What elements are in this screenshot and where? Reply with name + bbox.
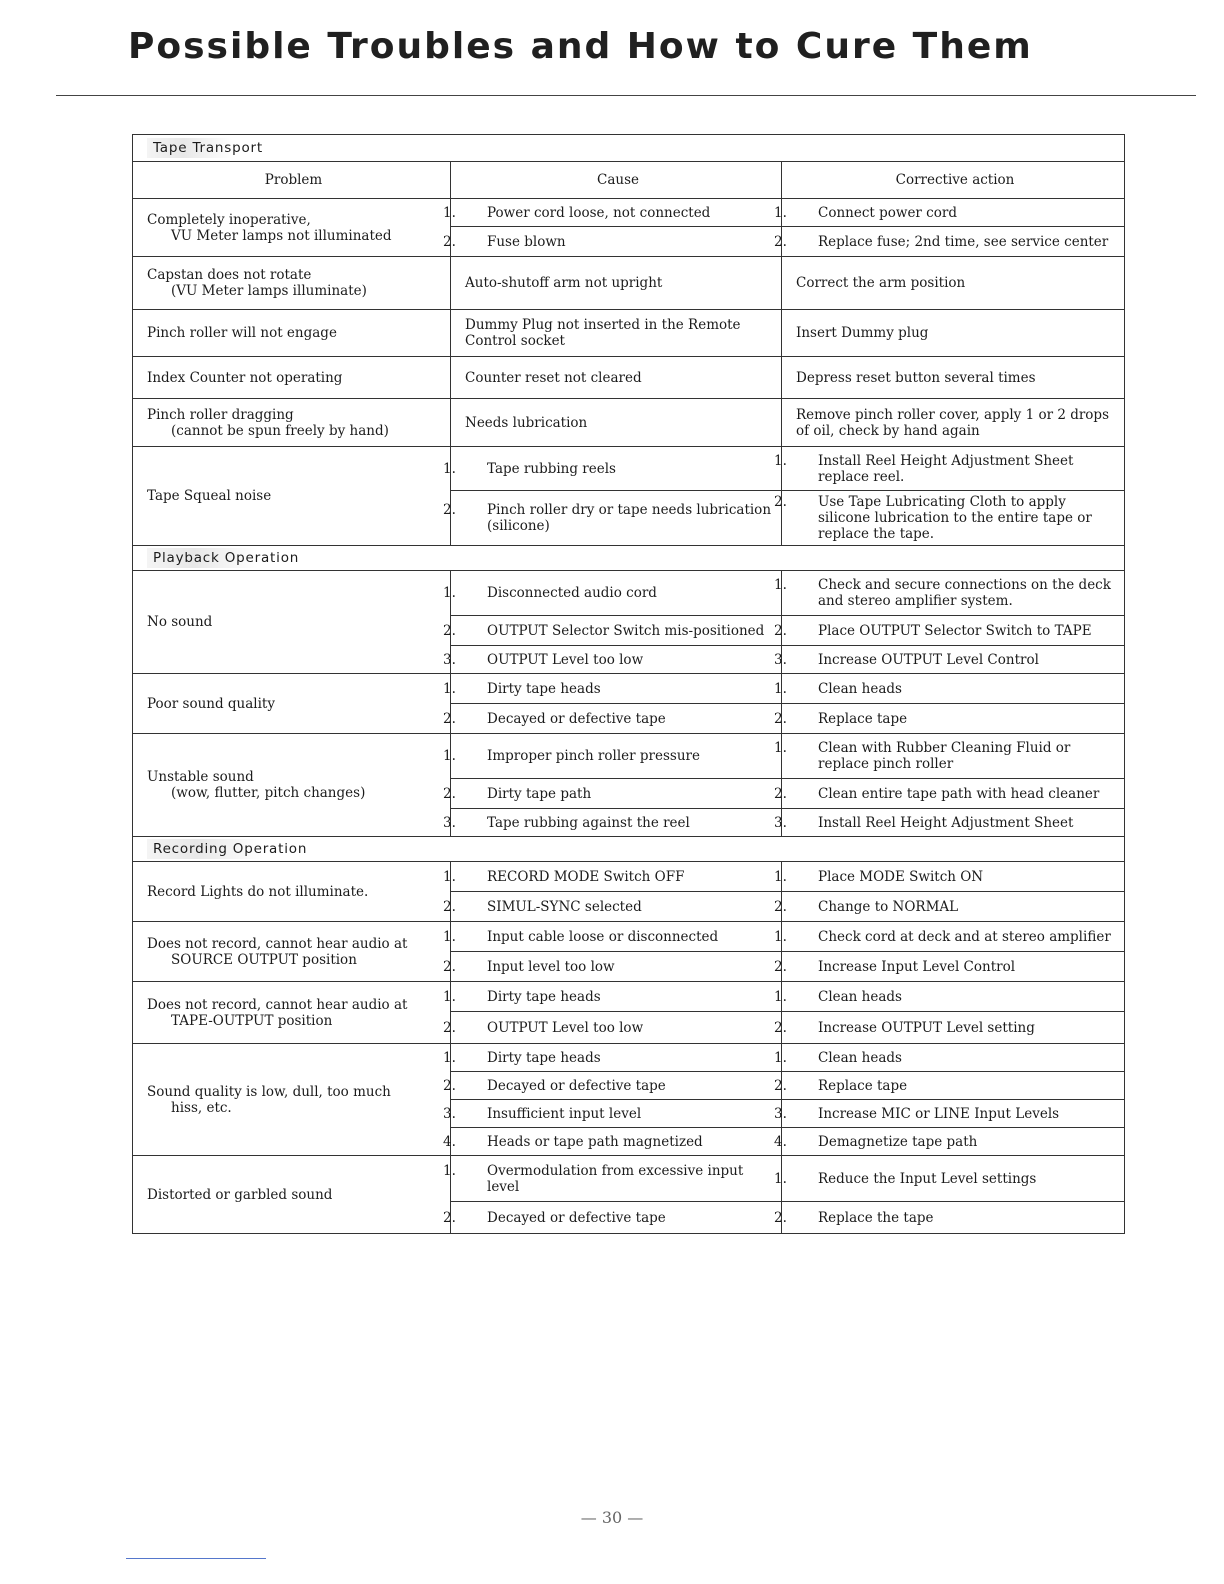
action-entry xyxy=(774,1019,1114,1036)
action-number: 1. xyxy=(774,204,787,221)
table-row xyxy=(133,1044,1125,1072)
action-number: 4. xyxy=(774,1133,787,1150)
action-cell xyxy=(774,1044,1125,1072)
cause-text: Insufficient input level xyxy=(487,1105,642,1122)
action-cell xyxy=(782,257,1125,310)
action-entry xyxy=(774,680,1114,697)
problem-text: Unstable sound xyxy=(147,769,254,785)
cause-cell xyxy=(443,704,782,734)
problem-text: Record Lights do not illuminate. xyxy=(147,883,369,900)
cause-text: Heads or tape path magnetized xyxy=(487,1133,703,1150)
cause-cell xyxy=(443,227,782,257)
problem-text: Poor sound quality xyxy=(147,695,275,712)
cause-cell xyxy=(443,1044,782,1072)
action-entry xyxy=(774,1209,1114,1226)
cause-cell xyxy=(443,447,782,491)
action-cell xyxy=(774,1128,1125,1156)
action-text: Increase Input Level Control xyxy=(818,958,1016,975)
action-text: Increase OUTPUT Level Control xyxy=(818,651,1039,668)
action-cell xyxy=(774,199,1125,227)
action-entry xyxy=(774,204,1114,221)
action-entry xyxy=(774,785,1114,802)
action-text: Insert Dummy plug xyxy=(796,325,929,341)
action-text: Install Reel Height Adjustment Sheet xyxy=(818,814,1074,831)
cause-text: Pinch roller dry or tape needs lubrication (silicone) xyxy=(487,502,772,534)
cause-entry xyxy=(443,868,771,885)
action-cell xyxy=(774,616,1125,646)
cause-number: 2. xyxy=(443,622,456,639)
action-entry xyxy=(774,958,1114,975)
action-cell xyxy=(782,357,1125,399)
cause-text: Needs lubrication xyxy=(465,414,588,431)
cause-number: 2. xyxy=(443,898,456,915)
problem-text: (wow, flutter, pitch changes) xyxy=(171,785,366,801)
action-number: 2. xyxy=(774,233,787,250)
action-text: Clean with Rubber Cleaning Fluid or replace pinch roller xyxy=(818,740,1071,772)
cause-cell xyxy=(451,357,782,399)
action-cell xyxy=(774,571,1125,616)
cause-number: 1. xyxy=(443,988,456,1005)
table-row xyxy=(133,1156,1125,1202)
cause-cell xyxy=(443,809,782,837)
action-entry xyxy=(796,325,928,341)
problem-text: SOURCE OUTPUT position xyxy=(171,951,357,968)
cause-number: 1. xyxy=(443,748,456,764)
cause-cell xyxy=(443,199,782,227)
cause-entry xyxy=(443,1162,771,1195)
cause-text: Auto-shutoff arm not upright xyxy=(465,275,663,291)
action-cell xyxy=(774,952,1125,982)
table-row xyxy=(133,199,1125,227)
cause-entry xyxy=(443,928,771,945)
action-entry xyxy=(774,1170,1114,1187)
problem-text: VU Meter lamps not illuminated xyxy=(171,227,392,244)
action-entry xyxy=(774,577,1114,609)
cause-number: 1. xyxy=(443,928,456,945)
cause-cell xyxy=(443,616,782,646)
cause-number: 2. xyxy=(443,958,456,975)
cause-entry xyxy=(443,502,772,534)
action-number: 1. xyxy=(774,680,787,697)
action-text: Replace fuse; 2nd time, see service center xyxy=(818,233,1109,250)
action-entry xyxy=(774,710,1114,727)
problem-cell xyxy=(133,310,451,357)
cause-number: 1. xyxy=(443,204,456,221)
action-cell xyxy=(774,862,1125,892)
cause-entry xyxy=(443,460,771,477)
problem-text: Distorted or garbled sound xyxy=(147,1186,333,1203)
cause-entry xyxy=(443,1077,771,1094)
cause-cell xyxy=(443,922,782,952)
cause-text: Counter reset not cleared xyxy=(465,369,642,386)
section-header-cell xyxy=(133,837,1125,862)
title-rule xyxy=(56,95,1196,96)
cause-cell xyxy=(443,1100,782,1128)
cause-cell xyxy=(443,1202,782,1234)
action-text: Replace tape xyxy=(818,1077,908,1094)
problem-text: Sound quality is low, dull, too much xyxy=(147,1083,391,1100)
action-text: Reduce the Input Level settings xyxy=(818,1170,1037,1187)
problem-text: Does not record, cannot hear audio at xyxy=(147,996,408,1013)
action-number: 3. xyxy=(774,814,787,831)
action-number: 1. xyxy=(774,988,787,1005)
table-row xyxy=(133,399,1125,447)
cause-text: OUTPUT Selector Switch mis-positioned xyxy=(487,622,765,639)
action-entry xyxy=(774,1105,1114,1122)
action-cell xyxy=(774,892,1125,922)
cause-entry xyxy=(443,710,771,727)
cause-entry xyxy=(443,1133,771,1150)
column-header-row xyxy=(133,162,1125,199)
problem-cell xyxy=(133,674,451,734)
action-text: Place OUTPUT Selector Switch to TAPE xyxy=(818,622,1092,639)
cause-text: Input cable loose or disconnected xyxy=(487,928,719,945)
action-entry xyxy=(796,370,1036,386)
table-row xyxy=(133,571,1125,616)
problem-text: Pinch roller will not engage xyxy=(147,325,337,341)
action-text: Connect power cord xyxy=(818,204,957,221)
action-cell xyxy=(774,734,1125,779)
action-text: Check cord at deck and at stereo amplifier xyxy=(818,928,1111,945)
cause-entry xyxy=(465,317,741,349)
action-text: Change to NORMAL xyxy=(818,898,959,915)
section-header-row xyxy=(133,135,1125,162)
cause-entry xyxy=(465,275,662,291)
action-entry xyxy=(774,740,1114,772)
action-text: Place MODE Switch ON xyxy=(818,868,984,885)
cause-entry xyxy=(465,415,587,431)
problem-cell xyxy=(133,447,451,546)
action-text: Clean heads xyxy=(818,1049,902,1066)
cause-text: Decayed or defective tape xyxy=(487,1209,666,1226)
cause-cell xyxy=(451,399,782,447)
cause-cell xyxy=(443,571,782,616)
action-number: 1. xyxy=(774,1049,787,1066)
action-entry xyxy=(774,868,1114,885)
cause-text: Disconnected audio cord xyxy=(487,585,657,601)
cause-number: 2. xyxy=(443,1077,456,1094)
action-entry xyxy=(796,407,1109,439)
cause-entry xyxy=(443,785,771,802)
action-entry xyxy=(774,928,1114,945)
action-text: Install Reel Height Adjustment Sheet replace reel. xyxy=(818,452,1074,485)
cause-number: 1. xyxy=(443,460,456,477)
cause-entry xyxy=(443,651,771,668)
problem-text: Index Counter not operating xyxy=(147,369,343,386)
cause-number: 2. xyxy=(443,1209,456,1226)
cause-text: Decayed or defective tape xyxy=(487,1077,666,1094)
section-title: Playback Operation xyxy=(147,548,305,568)
problem-cell xyxy=(133,257,451,310)
cause-cell xyxy=(443,892,782,922)
action-text: Check and secure connections on the deck and stereo amplifier system. xyxy=(818,577,1111,609)
cause-entry xyxy=(443,814,771,831)
page-title: Possible Troubles and How to Cure Them xyxy=(128,26,1033,67)
cause-text: Dummy Plug not inserted in the Remote Control socket xyxy=(465,317,741,349)
action-number: 1. xyxy=(774,1170,787,1187)
cause-number: 1. xyxy=(443,1162,456,1179)
cause-entry xyxy=(443,585,771,601)
action-cell xyxy=(774,982,1125,1012)
action-entry xyxy=(774,1077,1114,1094)
action-number: 1. xyxy=(774,740,787,756)
cause-cell xyxy=(443,779,782,809)
cause-number: 2. xyxy=(443,710,456,727)
action-text: Remove pinch roller cover, apply 1 or 2 drops of oil, check by hand again xyxy=(796,406,1109,439)
table-row xyxy=(133,734,1125,779)
action-cell xyxy=(782,310,1125,357)
action-number: 2. xyxy=(774,1019,787,1036)
action-cell xyxy=(774,1202,1125,1234)
table-row xyxy=(133,922,1125,952)
cause-number: 3. xyxy=(443,651,456,668)
cause-text: Dirty tape path xyxy=(487,785,592,802)
action-cell xyxy=(774,227,1125,257)
problem-cell xyxy=(133,982,451,1044)
cause-number: 3. xyxy=(443,814,456,831)
problem-text: Pinch roller dragging xyxy=(147,406,294,423)
action-text: Demagnetize tape path xyxy=(818,1133,978,1150)
problem-text: TAPE-OUTPUT position xyxy=(171,1012,333,1029)
action-text: Clean entire tape path with head cleaner xyxy=(818,785,1100,802)
action-number: 1. xyxy=(774,868,787,885)
cause-cell xyxy=(451,310,782,357)
problem-cell xyxy=(133,734,451,837)
cause-text: Decayed or defective tape xyxy=(487,710,666,727)
cause-entry xyxy=(443,1105,771,1122)
cause-number: 1. xyxy=(443,1049,456,1066)
action-number: 2. xyxy=(774,1209,787,1226)
cause-column-header: Cause xyxy=(451,162,782,199)
cause-text: RECORD MODE Switch OFF xyxy=(487,868,685,885)
section-header-row xyxy=(133,546,1125,571)
cause-cell xyxy=(443,646,782,674)
cause-cell xyxy=(443,862,782,892)
cause-text: Overmodulation from excessive input level xyxy=(487,1162,744,1195)
action-text: Correct the arm position xyxy=(796,275,966,291)
cause-number: 4. xyxy=(443,1133,456,1150)
action-number: 2. xyxy=(774,785,787,802)
cause-entry xyxy=(443,988,771,1005)
cause-text: Dirty tape heads xyxy=(487,1049,601,1066)
cause-number: 2. xyxy=(443,785,456,802)
action-number: 1. xyxy=(774,928,787,945)
cause-entry xyxy=(443,233,771,250)
action-entry xyxy=(774,452,1114,485)
action-text: Depress reset button several times xyxy=(796,369,1036,386)
cause-entry xyxy=(443,204,771,221)
action-text: Clean heads xyxy=(818,988,902,1005)
problem-text: Completely inoperative, xyxy=(147,211,311,228)
table-row xyxy=(133,357,1125,399)
table-row xyxy=(133,674,1125,704)
action-number: 2. xyxy=(774,494,787,510)
section-header-cell xyxy=(133,546,1125,571)
action-entry xyxy=(774,1133,1114,1150)
action-entry xyxy=(774,622,1114,639)
action-number: 2. xyxy=(774,710,787,727)
action-column-header: Corrective action xyxy=(782,162,1125,199)
cause-text: OUTPUT Level too low xyxy=(487,1019,644,1036)
action-cell xyxy=(782,399,1125,447)
action-cell xyxy=(774,1100,1125,1128)
cause-number: 1. xyxy=(443,680,456,697)
action-number: 1. xyxy=(774,577,787,593)
cause-cell xyxy=(443,1156,782,1202)
cause-text: Power cord loose, not connected xyxy=(487,204,711,221)
cause-entry xyxy=(465,370,642,386)
action-entry xyxy=(774,988,1114,1005)
cause-number: 1. xyxy=(443,585,456,601)
cause-cell xyxy=(443,1012,782,1044)
cause-cell xyxy=(443,1128,782,1156)
cause-entry xyxy=(443,898,771,915)
problem-cell xyxy=(133,1156,451,1234)
problem-text: (cannot be spun freely by hand) xyxy=(171,422,389,439)
action-cell xyxy=(774,491,1125,546)
action-number: 2. xyxy=(774,898,787,915)
problem-text: Capstan does not rotate xyxy=(147,267,312,283)
table-row xyxy=(133,447,1125,491)
table-row xyxy=(133,310,1125,357)
cause-cell xyxy=(443,982,782,1012)
cause-text: Tape rubbing reels xyxy=(487,460,616,477)
problem-column-header: Problem xyxy=(133,162,451,199)
table-row xyxy=(133,862,1125,892)
problem-text: No sound xyxy=(147,614,213,630)
cause-entry xyxy=(443,958,771,975)
cause-number: 1. xyxy=(443,868,456,885)
cause-cell xyxy=(451,257,782,310)
action-number: 3. xyxy=(774,651,787,668)
cause-text: Fuse blown xyxy=(487,233,566,250)
cause-entry xyxy=(443,1209,771,1226)
cause-number: 2. xyxy=(443,233,456,250)
section-title: Tape Transport xyxy=(147,138,269,158)
problem-cell xyxy=(133,571,451,674)
cause-number: 2. xyxy=(443,502,456,518)
action-number: 1. xyxy=(774,452,787,469)
section-title: Recording Operation xyxy=(147,839,313,859)
cause-text: Dirty tape heads xyxy=(487,988,601,1005)
cause-cell xyxy=(443,491,782,546)
cause-text: Input level too low xyxy=(487,958,615,975)
troubleshooting-table xyxy=(132,134,1125,1234)
action-entry xyxy=(774,494,1114,542)
cause-entry xyxy=(443,748,771,764)
action-cell xyxy=(774,809,1125,837)
action-cell xyxy=(774,779,1125,809)
action-entry xyxy=(774,898,1114,915)
action-cell xyxy=(774,1156,1125,1202)
cause-entry xyxy=(443,680,771,697)
action-text: Replace tape xyxy=(818,710,908,727)
action-cell xyxy=(774,704,1125,734)
action-cell xyxy=(774,922,1125,952)
cause-text: SIMUL-SYNC selected xyxy=(487,898,642,915)
problem-cell xyxy=(133,1044,451,1156)
cause-text: OUTPUT Level too low xyxy=(487,651,644,668)
action-text: Use Tape Lubricating Cloth to apply silicone lubrication to the entire tape or replace the tape. xyxy=(818,494,1092,542)
cause-number: 3. xyxy=(443,1105,456,1122)
action-number: 2. xyxy=(774,1077,787,1094)
cause-cell xyxy=(443,1072,782,1100)
action-cell xyxy=(774,646,1125,674)
action-number: 2. xyxy=(774,958,787,975)
action-entry xyxy=(774,233,1114,250)
problem-cell xyxy=(133,399,451,447)
action-cell xyxy=(774,447,1125,491)
action-number: 3. xyxy=(774,1105,787,1122)
section-header-row xyxy=(133,837,1125,862)
problem-cell xyxy=(133,862,451,922)
action-text: Increase OUTPUT Level setting xyxy=(818,1019,1035,1036)
problem-cell xyxy=(133,199,451,257)
action-cell xyxy=(774,1012,1125,1044)
table-row xyxy=(133,982,1125,1012)
action-cell xyxy=(774,674,1125,704)
action-text: Clean heads xyxy=(818,680,902,697)
cause-entry xyxy=(443,1049,771,1066)
action-entry xyxy=(774,1049,1114,1066)
page-number: — 30 — xyxy=(580,1508,644,1527)
action-entry xyxy=(796,275,965,291)
footer-line xyxy=(126,1558,266,1559)
problem-cell xyxy=(133,357,451,399)
table-row xyxy=(133,257,1125,310)
problem-text: (VU Meter lamps illuminate) xyxy=(171,283,367,299)
cause-text: Tape rubbing against the reel xyxy=(487,814,690,831)
troubleshooting-table-body xyxy=(133,135,1125,1234)
action-number: 2. xyxy=(774,622,787,639)
cause-text: Dirty tape heads xyxy=(487,680,601,697)
action-entry xyxy=(774,651,1114,668)
action-text: Increase MIC or LINE Input Levels xyxy=(818,1105,1060,1122)
cause-entry xyxy=(443,1019,771,1036)
action-text: Replace the tape xyxy=(818,1209,934,1226)
section-header-cell xyxy=(133,135,1125,162)
cause-cell xyxy=(443,674,782,704)
cause-cell xyxy=(443,952,782,982)
cause-number: 2. xyxy=(443,1019,456,1036)
action-entry xyxy=(774,814,1114,831)
cause-cell xyxy=(443,734,782,779)
problem-text: Tape Squeal noise xyxy=(147,488,272,504)
problem-text: Does not record, cannot hear audio at xyxy=(147,935,408,952)
cause-text: Improper pinch roller pressure xyxy=(487,748,700,764)
cause-entry xyxy=(443,622,771,639)
problem-cell xyxy=(133,922,451,982)
problem-text: hiss, etc. xyxy=(171,1099,232,1116)
action-cell xyxy=(774,1072,1125,1100)
